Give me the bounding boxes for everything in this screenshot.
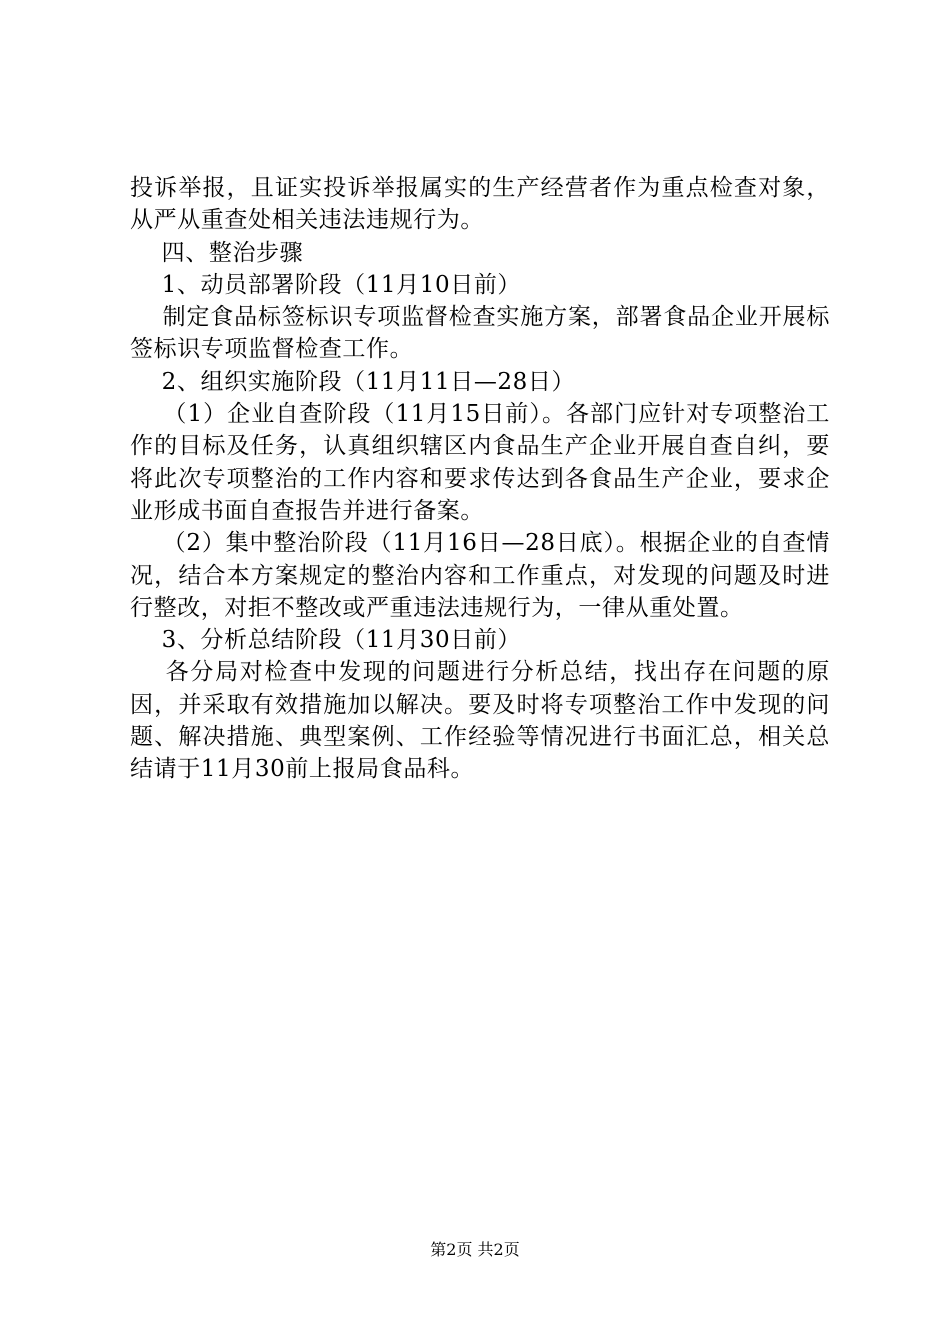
page-number: 第2页 共2页 [430, 1240, 520, 1259]
body-paragraph: （2）集中整治阶段（11月16日—28日底）。根据企业的自查情况，结合本方案规定的整治内容和工作重点，对发现的问题及时进行整改，对拒不整改或严重违法违规行为，一律从重处置。 [130, 530, 830, 621]
body-paragraph: 各分局对检查中发现的问题进行分析总结，找出存在问题的原因，并采取有效措施加以解决。要及时将专项整治工作中发现的问题、解决措施、典型案例、工作经验等情况进行书面汇总，相关总结请于11月30前上报局食品科。 [130, 659, 830, 783]
step-heading: 2、组织实施阶段（11月11日—28日） [130, 368, 576, 395]
step-heading: 3、分析总结阶段（11月30日前） [130, 627, 522, 654]
step-heading: 1、动员部署阶段（11月10日前） [130, 271, 522, 298]
body-paragraph: 制定食品标签标识专项监督检查实施方案，部署食品企业开展标签标识专项监督检查工作。 [130, 304, 830, 363]
body-paragraph: （1）企业自查阶段（11月15日前）。各部门应针对专项整治工作的目标及任务，认真组织辖区内食品生产企业开展自查自纠，要将此次专项整治的工作内容和要求传达到各食品生产企业，要求企业形成书面自查报告并进行备案。 [130, 401, 830, 524]
section-heading: 四、整治步骤 [130, 239, 304, 266]
body-paragraph: 投诉举报，且证实投诉举报属实的生产经营者作为重点检查对象，从严从重查处相关违法违规行为。 [130, 175, 830, 234]
document-body [130, 172, 830, 786]
page-footer [0, 1240, 950, 1260]
